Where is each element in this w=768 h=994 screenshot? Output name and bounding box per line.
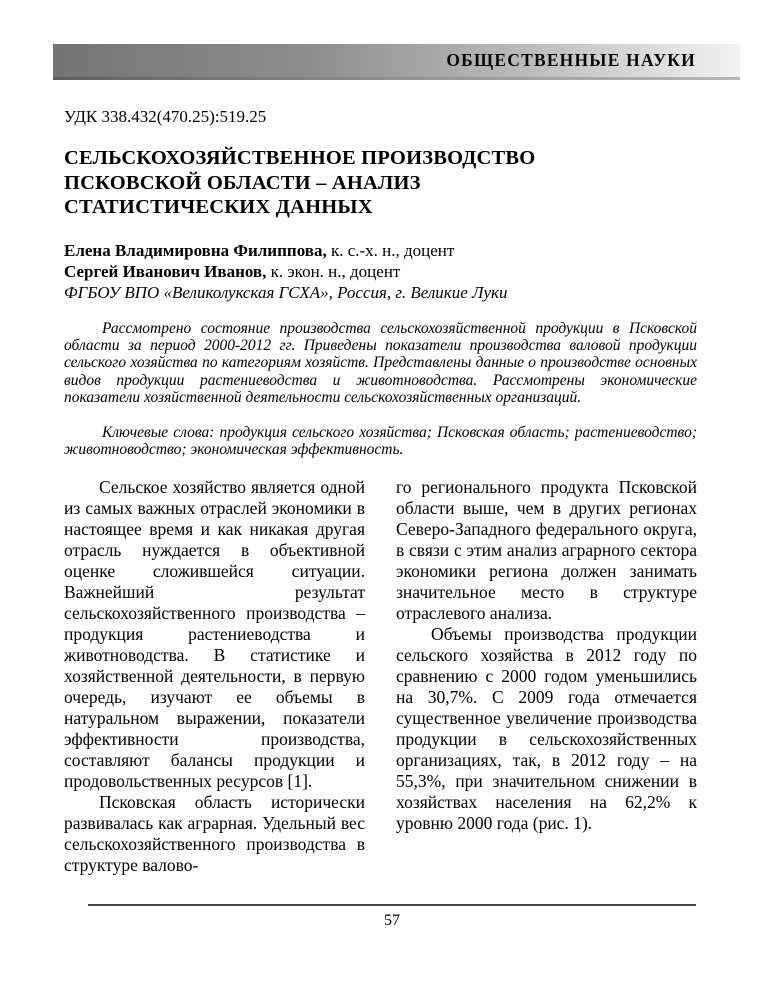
- section-header-bar: [53, 44, 740, 77]
- article-title-line-1: СЕЛЬСКОХОЗЯЙСТВЕННОЕ ПРОИЗВОДСТВО: [64, 147, 536, 169]
- page-footer: [88, 904, 696, 930]
- body-paragraph: го регионального продукта Псковской области выше, чем в других регионах Северо-Западного федерального округа, в связи с этим анализ аграрного сектора экономики региона должен занимать значительное место в структуре отраслевого анализа.: [396, 477, 697, 624]
- article-content: [64, 96, 697, 876]
- keywords: Ключевые слова: продукция сельского хозяйства; Псковская область; растениеводство; животноводство; экономическая эффективность.: [64, 423, 697, 458]
- article-title-line-3: СТАТИСТИЧЕСКИХ ДАННЫХ: [64, 196, 373, 218]
- udc-code: УДК 338.432(470.25):519.25: [64, 107, 267, 126]
- body-paragraph: Сельское хозяйство является одной из самых важных отраслей экономики в настоящее время и как никакая другая отрасль нуждается в объективной оценке сложившейся ситуации. Важнейший результат сельскохозяйственного производства – продукция растениеводства и животноводства. В статистике и хозяйственной деятельности, в первую очередь, изучают ее объемы в натуральном выражении, показатели эффективности производства, составляют балансы продукции и продовольственных ресурсов [1].: [64, 477, 365, 792]
- author-line: [64, 261, 697, 282]
- article-title: [64, 146, 697, 220]
- authors-block: [64, 240, 697, 303]
- author-line: [64, 240, 697, 261]
- affiliation: ФГБОУ ВПО «Великолукская ГСХА», Россия, г. Великие Луки: [64, 282, 508, 302]
- author-name: Елена Владимировна Филиппова,: [64, 240, 327, 260]
- page-number: 57: [384, 912, 400, 929]
- body-paragraph: Псковская область исторически развивалась как аграрная. Удельный вес сельскохозяйственного производства в структуре валово-: [64, 792, 365, 876]
- abstract: Рассмотрено состояние производства сельскохозяйственной продукции в Псковской области за период 2000-2012 гг. Приведены показатели производства валовой продукции сельского хозяйства по категориям хозяйств. Представлены данные о производстве основных видов продукции растениеводства и животноводства. Рассмотрены экономические показатели хозяйственной деятельности сельскохозяйственных организаций.: [64, 319, 697, 407]
- section-title: ОБЩЕСТВЕННЫЕ НАУКИ: [446, 50, 696, 70]
- section-header-band: [53, 44, 740, 80]
- article-title-line-2: ПСКОВСКОЙ ОБЛАСТИ – АНАЛИЗ: [64, 171, 421, 194]
- author-degree: к. экон. н., доцент: [266, 261, 401, 281]
- right-column: [396, 477, 697, 876]
- header-rule: [53, 77, 740, 80]
- left-column: [64, 477, 365, 876]
- author-name: Сергей Иванович Иванов,: [64, 261, 267, 281]
- author-degree: к. с.-х. н., доцент: [326, 240, 455, 260]
- footer-rule: [88, 904, 696, 906]
- body-paragraph: Объемы производства продукции сельского хозяйства в 2012 году по сравнению с 2000 годом уменьшились на 30,7%. С 2009 года отмечается существенное увеличение производства продукции в сельскохозяйственных организациях, так, в 2012 году – на 55,3%, при значительном снижении в хозяйствах населения на 62,2% к уровню 2000 года (рис. 1).: [396, 624, 697, 834]
- body-columns: [64, 477, 697, 876]
